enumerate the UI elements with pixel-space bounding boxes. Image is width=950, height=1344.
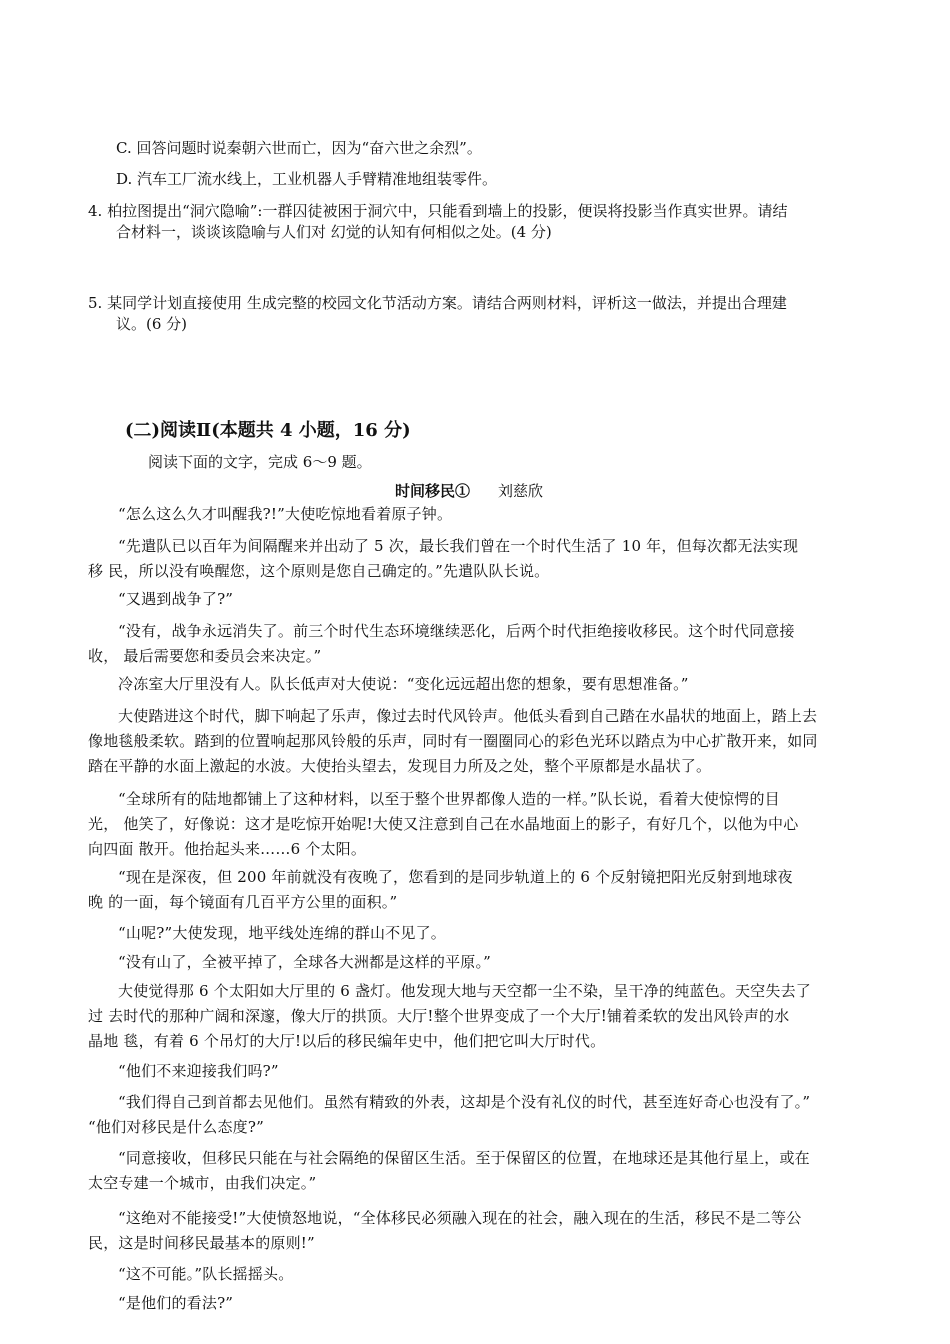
story-line: 冷冻室大厅里没有人。队长低声对大使说：“变化远远超出您的想象，要有思想准备。”: [118, 675, 689, 693]
story-paragraph: [88, 534, 798, 584]
story-paragraph: [88, 587, 233, 612]
story-paragraph: [88, 1146, 810, 1196]
story-paragraph: [88, 1262, 293, 1287]
story-line: “现在是深夜，但 200 年前就没有夜晚了，您看到的是同步轨道上的 6 个反射镜把阳光反射到地球夜: [118, 868, 793, 886]
story-line: 大使踏进这个时代，脚下响起了乐声，像过去时代风铃声。他低头看到自己踏在水晶状的地面上，踏上去: [118, 707, 818, 725]
story-paragraph: [88, 979, 811, 1054]
story-line: 太空专建一个城市，由我们决定。”: [88, 1174, 317, 1192]
story-line: 民，这是时间移民最基本的原则!”: [88, 1234, 315, 1252]
story-paragraph: [88, 704, 818, 779]
story-line: 移 民，所以没有唤醒您，这个原则是您自己确定的。”先遣队队长说。: [88, 562, 550, 580]
story-line: “这不可能。”队长摇摇头。: [118, 1265, 294, 1283]
story-line: “怎么这么久才叫醒我?!”大使吃惊地看着原子钟。: [118, 505, 453, 523]
story-line: “山呢?”大使发现，地平线处连绵的群山不见了。: [118, 924, 446, 942]
section-heading: (二)阅读Ⅱ(本题共 4 小题，16 分): [125, 420, 411, 441]
question-5-line-2: 议。(6 分): [116, 315, 188, 333]
reading-instruction: 阅读下面的文字，完成 6～9 题。: [148, 453, 372, 471]
question-4-line-1: 4. 柏拉图提出“洞穴隐喻”:一群囚徒被困于洞穴中，只能看到墙上的投影，便误将投影当作真实世界。请结: [88, 202, 788, 220]
story-paragraph: [88, 787, 798, 862]
story-line: 收， 最后需要您和委员会来决定。”: [88, 647, 322, 665]
story-line: “是他们的看法?”: [118, 1294, 234, 1312]
question-4-line-2: 合材料一，谈谈该隐喻与人们对 幻觉的认知有何相似之处。(4 分): [116, 223, 552, 241]
story-line: “这绝对不能接受!”大使愤怒地说，“全体移民必须融入现在的社会，融入现在的生活，移民不是二等公: [118, 1209, 802, 1227]
story-line: “先遣队已以百年为间隔醒来并出动了 5 次，最长我们曾在一个时代生活了 10 年，但每次都无法实现: [118, 537, 799, 555]
story-paragraph: [88, 1291, 233, 1316]
story-line: 踏在平静的水面上激起的水波。大使抬头望去，发现目力所及之处，整个平原都是水晶状了。: [88, 757, 712, 775]
story-line: 晚 的一面，每个镜面有几百平方公里的面积。”: [88, 893, 398, 911]
story-line: “全球所有的陆地都铺上了这种材料，以至于整个世界都像人造的一样。”队长说，看着大使惊愕的目: [118, 790, 780, 808]
story-line: “同意接收，但移民只能在与社会隔绝的保留区生活。至于保留区的位置，在地球还是其他行星上，或在: [118, 1149, 810, 1167]
story-line: “他们对移民是什么态度?”: [88, 1118, 264, 1136]
question-5-line-1: 5. 某同学计划直接使用 生成完整的校园文化节活动方案。请结合两则材料，评析这一做法，并提出合理建: [88, 294, 787, 312]
story-paragraph: [88, 950, 491, 975]
story-line: “又遇到战争了?”: [118, 590, 234, 608]
story-paragraph: [88, 1090, 810, 1140]
story-line: “他们不来迎接我们吗?”: [118, 1062, 279, 1080]
story-title-line: [395, 480, 543, 501]
story-line: “没有山了，全被平掉了，全球各大洲都是这样的平原。”: [118, 953, 492, 971]
story-line: “没有，战争永远消失了。前三个时代生态环境继续恶化，后两个时代拒绝接收移民。这个时代同意接: [118, 622, 795, 640]
story-paragraph: [88, 672, 689, 697]
option-c: C. 回答问题时说秦朝六世而亡，因为“奋六世之余烈”。: [116, 139, 482, 157]
story-line: 过 去时代的那种广阔和深邃，像大厅的拱顶。大厅!整个世界变成了一个大厅!铺着柔软的发出风铃声的水: [88, 1007, 790, 1025]
story-paragraph: [88, 502, 452, 527]
story-line: 大使觉得那 6 个太阳如大厅里的 6 盏灯。他发现大地与天空都一尘不染，呈干净的纯蓝色。天空失去了: [118, 982, 811, 1000]
story-author: 刘慈欣: [498, 482, 544, 500]
story-title: 时间移民①: [395, 482, 471, 500]
story-line: 光， 他笑了，好像说：这才是吃惊开始呢!大使又注意到自己在水晶地面上的影子，有好几个，以他为中心: [88, 815, 799, 833]
story-paragraph: [88, 865, 793, 915]
story-line: 向四面 散开。他抬起头来……6 个太阳。: [88, 840, 367, 858]
story-line: 像地毯般柔软。踏到的位置响起那风铃般的乐声，同时有一圈圈同心的彩色光环以踏点为中心扩散开来，如同: [88, 732, 818, 750]
story-paragraph: [88, 619, 795, 669]
story-paragraph: [88, 1059, 279, 1084]
story-paragraph: [88, 1206, 801, 1256]
option-d: D. 汽车工厂流水线上，工业机器人手臂精准地组装零件。: [116, 170, 498, 188]
story-line: 晶地 毯，有着 6 个吊灯的大厅!以后的移民编年史中，他们把它叫大厅时代。: [88, 1032, 606, 1050]
story-line: “我们得自己到首都去见他们。虽然有精致的外表，这却是个没有礼仪的时代，甚至连好奇心也没有了。”: [118, 1093, 811, 1111]
story-paragraph: [88, 921, 446, 946]
